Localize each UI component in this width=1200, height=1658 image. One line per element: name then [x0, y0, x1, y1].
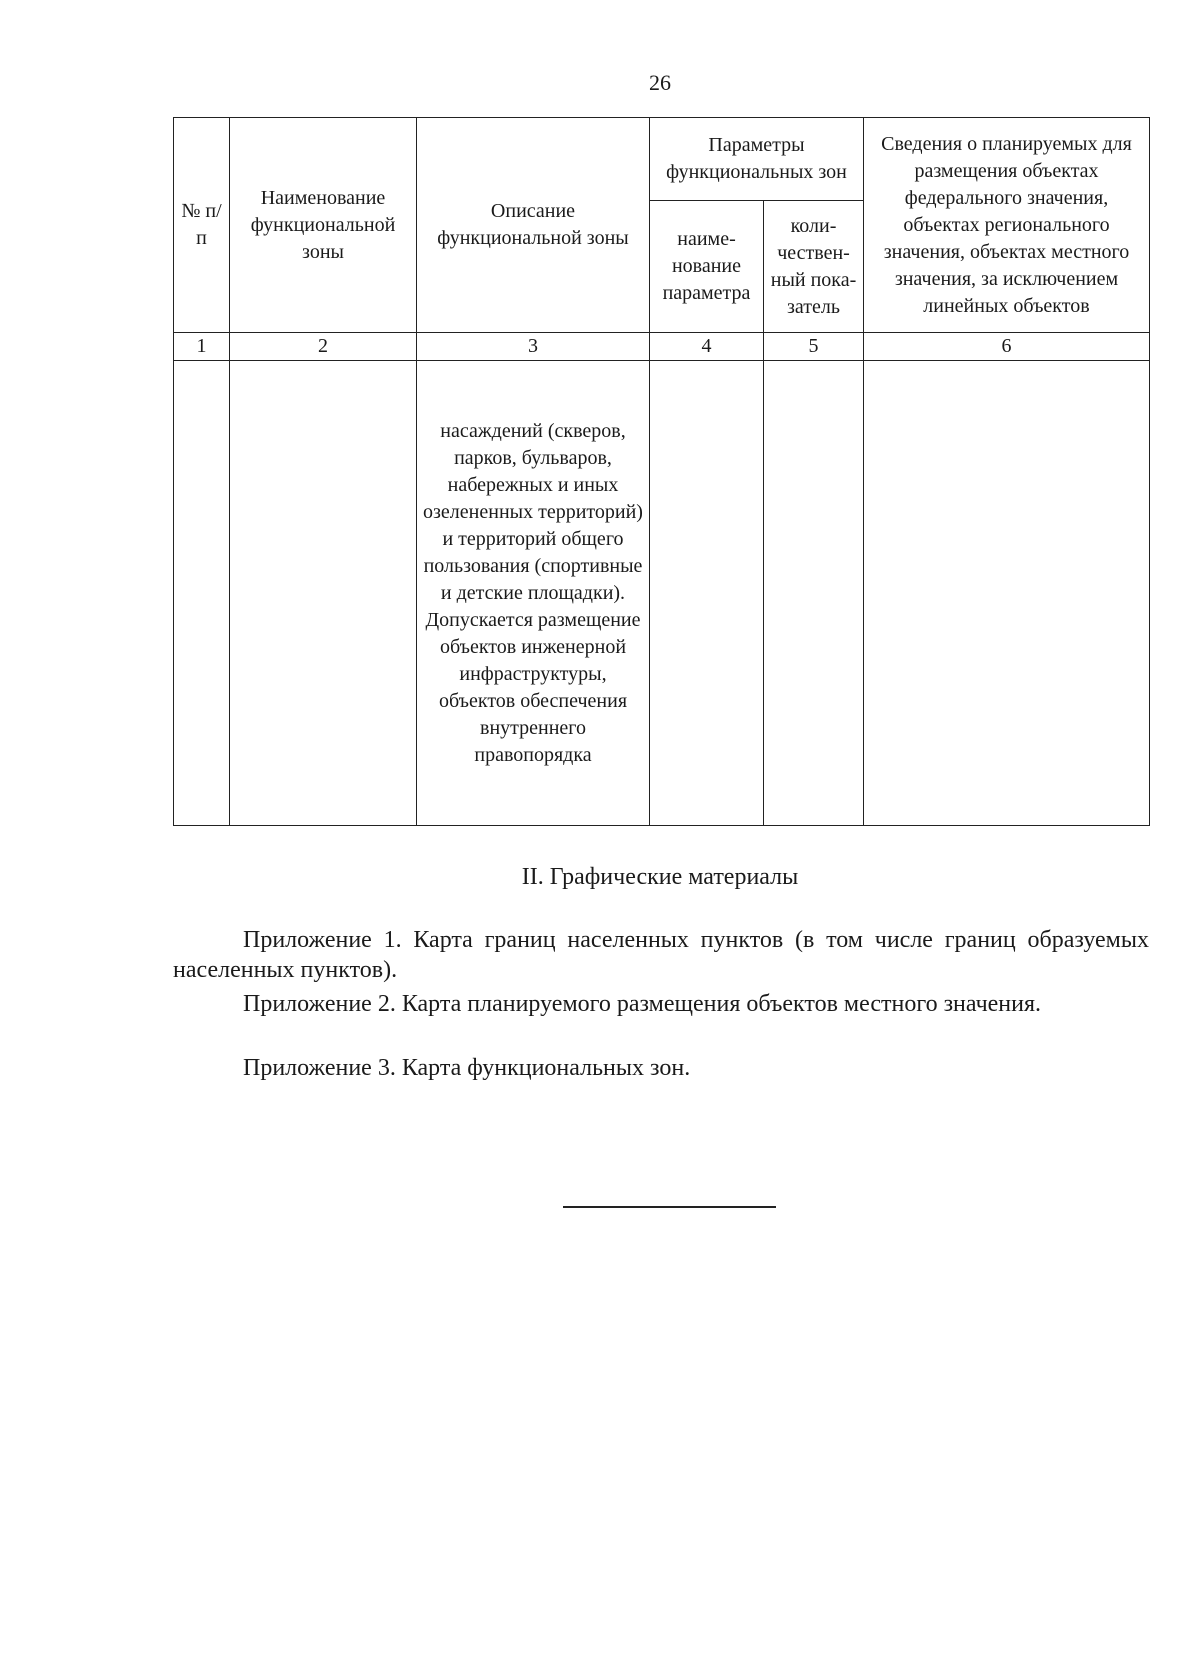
cell-planned-objects [864, 361, 1150, 826]
cell-parameter-name [650, 361, 764, 826]
zone-description-text: насаждений (скверов, парков, бульваров, набережных и иных озелененных территорий) и территорий общего пользования (спортивные и детские площадки). Допускается размещение объектов инженерной инфраструктуры, объектов обеспечения внутреннего правопорядка [423, 419, 643, 766]
cell-parameter-value [764, 361, 864, 826]
column-number: 1 [174, 333, 230, 361]
appendix-paragraph [173, 989, 1149, 1019]
column-number: 5 [764, 333, 864, 361]
header-parameter-value: коли-чествен-ный пока-затель [764, 201, 864, 333]
appendix-paragraph [173, 1053, 1149, 1083]
appendix-1-text: Приложение 1. Карта границ населенных пунктов (в том числе границ образуемых населенных пунктов). [173, 927, 1149, 983]
header-zone-description: Описание функциональной зоны [417, 118, 650, 333]
cell-num [174, 361, 230, 826]
column-number: 3 [417, 333, 650, 361]
header-zone-name: Наименование функциональной зоны [230, 118, 417, 333]
appendix-2-text: Приложение 2. Карта планируемого размещения объектов местного значения. [243, 991, 1042, 1017]
header-zone-parameters: Параметры функциональных зон [650, 118, 864, 201]
appendix-paragraph [173, 925, 1149, 985]
appendix-3-text: Приложение 3. Карта функциональных зон. [243, 1055, 691, 1081]
cell-zone-name [230, 361, 417, 826]
header-planned-objects: Сведения о планируемых для размещения объектах федерального значения, объектах регионального значения, объектах местного значения, за исключением линейных объектов [864, 118, 1150, 333]
column-number: 4 [650, 333, 764, 361]
functional-zones-table [173, 117, 1150, 826]
header-num: № п/п [174, 118, 230, 333]
table-row [174, 361, 1150, 826]
header-parameter-name: наиме-нование параметра [650, 201, 764, 333]
section-title: II. Графические материалы [521, 864, 799, 890]
page-number: 26 [649, 70, 671, 95]
closing-rule [563, 1206, 776, 1208]
column-number: 6 [864, 333, 1150, 361]
column-number: 2 [230, 333, 417, 361]
cell-zone-description [417, 361, 650, 826]
